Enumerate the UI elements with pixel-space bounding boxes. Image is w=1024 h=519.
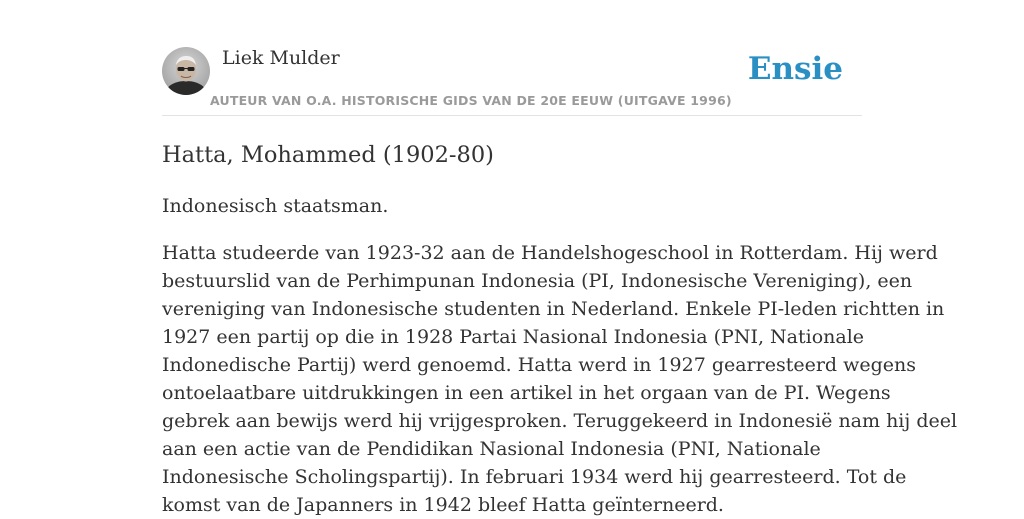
author-bio: AUTEUR VAN O.A. HISTORISCHE GIDS VAN DE 20E EEUW (UITGAVE 1996) bbox=[210, 93, 732, 108]
author-name[interactable]: Liek Mulder bbox=[222, 47, 340, 69]
article-body-line: Hatta studeerde van 1923-32 aan de Handelshogeschool in Rotterdam. Hij werd bbox=[162, 242, 938, 264]
article-body-line: bestuurslid van de Perhimpunan Indonesia (PI, Indonesische Vereniging), een bbox=[162, 270, 913, 292]
author-avatar[interactable] bbox=[162, 47, 210, 95]
header-divider bbox=[162, 115, 862, 116]
article-body-line: vereniging van Indonesische studenten in Nederland. Enkele PI-leden richtten in bbox=[162, 298, 945, 320]
article-intro: Indonesisch staatsman. bbox=[162, 195, 389, 217]
article-body-line: gebrek aan bewijs werd hij vrijgesproken. Teruggekeerd in Indonesië nam hij deel bbox=[162, 410, 958, 432]
article-page bbox=[162, 0, 958, 516]
article-body-line: komst van de Japanners in 1942 bleef Hatta geïnterneerd. bbox=[162, 494, 724, 516]
article-body-line: 1927 een partij op die in 1928 Partai Nasional Indonesia (PNI, Nationale bbox=[162, 326, 865, 348]
article-body-line: Indonesische Scholingspartij). In februari 1934 werd hij gearresteerd. Tot de bbox=[162, 466, 907, 488]
ensie-logo[interactable]: Ensie bbox=[747, 51, 843, 87]
article-body-line: Indonedische Partij) werd genoemd. Hatta werd in 1927 gearresteerd wegens bbox=[162, 354, 917, 376]
page-title: Hatta, Mohammed (1902-80) bbox=[162, 142, 494, 168]
article-body-line: ontoelaatbare uitdrukkingen in een artikel in het orgaan van de PI. Wegens bbox=[162, 382, 891, 404]
author-photo bbox=[162, 47, 210, 95]
article-body-line: aan een actie van de Pendidikan Nasional Indonesia (PNI, Nationale bbox=[162, 438, 821, 460]
article-body bbox=[162, 239, 958, 519]
